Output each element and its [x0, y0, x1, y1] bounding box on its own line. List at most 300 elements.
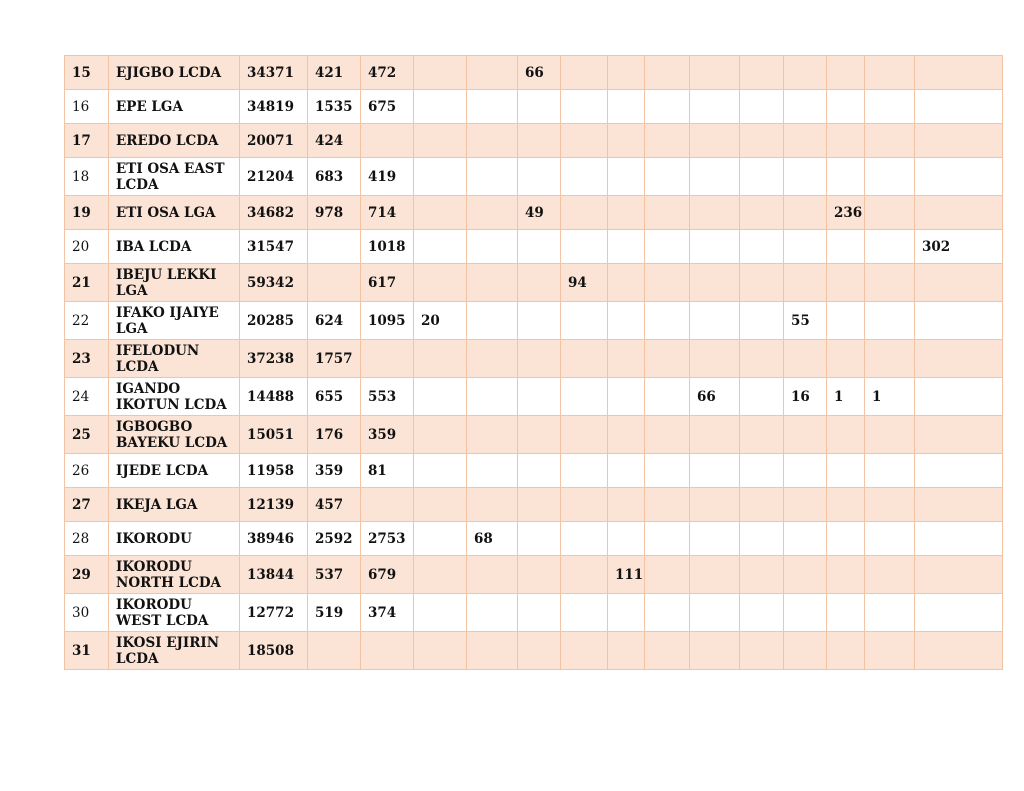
value-cell	[467, 302, 518, 340]
value-cell	[784, 90, 827, 124]
value-cell	[865, 264, 915, 302]
value-cell	[645, 522, 690, 556]
lga-data-table	[64, 55, 1003, 670]
value-cell	[645, 56, 690, 90]
value-cell: 49	[518, 196, 561, 230]
value-cell	[740, 124, 784, 158]
value-cell	[915, 56, 1003, 90]
row-number-cell: 27	[65, 488, 109, 522]
value-cell	[414, 56, 467, 90]
value-cell	[690, 556, 740, 594]
value-cell	[827, 302, 865, 340]
value-cell	[865, 416, 915, 454]
value-cell	[865, 124, 915, 158]
value-cell: 537	[308, 556, 361, 594]
row-number-cell: 18	[65, 158, 109, 196]
value-cell: 624	[308, 302, 361, 340]
value-cell	[784, 340, 827, 378]
value-cell: 38946	[240, 522, 308, 556]
value-cell: 359	[308, 454, 361, 488]
value-cell: 14488	[240, 378, 308, 416]
value-cell	[518, 230, 561, 264]
value-cell	[414, 90, 467, 124]
value-cell	[690, 56, 740, 90]
value-cell	[784, 158, 827, 196]
value-cell: 1	[865, 378, 915, 416]
value-cell	[645, 632, 690, 670]
value-cell	[827, 158, 865, 196]
table-row	[65, 90, 1003, 124]
value-cell	[467, 56, 518, 90]
lga-name-cell: IGBOGBO BAYEKU LCDA	[109, 416, 240, 454]
value-cell	[414, 594, 467, 632]
value-cell	[414, 158, 467, 196]
value-cell	[608, 90, 645, 124]
value-cell	[608, 196, 645, 230]
value-cell	[608, 124, 645, 158]
value-cell	[740, 158, 784, 196]
value-cell	[518, 264, 561, 302]
value-cell	[827, 632, 865, 670]
value-cell	[467, 632, 518, 670]
row-number-cell: 23	[65, 340, 109, 378]
value-cell	[865, 594, 915, 632]
value-cell: 302	[915, 230, 1003, 264]
value-cell: 34371	[240, 56, 308, 90]
value-cell	[690, 340, 740, 378]
value-cell	[467, 124, 518, 158]
table-row	[65, 378, 1003, 416]
value-cell	[467, 264, 518, 302]
value-cell	[467, 196, 518, 230]
value-cell	[784, 56, 827, 90]
value-cell	[740, 454, 784, 488]
value-cell	[645, 454, 690, 488]
table-row	[65, 340, 1003, 378]
value-cell: 31547	[240, 230, 308, 264]
value-cell	[561, 416, 608, 454]
row-number-cell: 22	[65, 302, 109, 340]
value-cell	[865, 488, 915, 522]
value-cell	[865, 230, 915, 264]
value-cell	[827, 340, 865, 378]
lga-name-cell: IFAKO IJAIYE LGA	[109, 302, 240, 340]
value-cell	[690, 488, 740, 522]
value-cell	[467, 594, 518, 632]
value-cell: 359	[361, 416, 414, 454]
value-cell: 55	[784, 302, 827, 340]
value-cell	[361, 340, 414, 378]
value-cell	[467, 556, 518, 594]
value-cell	[784, 454, 827, 488]
value-cell	[827, 90, 865, 124]
value-cell: 617	[361, 264, 414, 302]
value-cell: 11958	[240, 454, 308, 488]
value-cell	[784, 488, 827, 522]
value-cell	[608, 302, 645, 340]
value-cell	[561, 522, 608, 556]
table-row	[65, 124, 1003, 158]
value-cell	[690, 522, 740, 556]
value-cell	[518, 378, 561, 416]
value-cell: 111	[608, 556, 645, 594]
value-cell	[467, 416, 518, 454]
value-cell	[361, 124, 414, 158]
lga-name-cell: IKOSI EJIRIN LCDA	[109, 632, 240, 670]
value-cell	[561, 158, 608, 196]
value-cell	[645, 230, 690, 264]
value-cell: 374	[361, 594, 414, 632]
value-cell	[645, 124, 690, 158]
value-cell	[740, 302, 784, 340]
lga-name-cell: IKEJA LGA	[109, 488, 240, 522]
value-cell	[608, 488, 645, 522]
value-cell	[827, 594, 865, 632]
value-cell: 714	[361, 196, 414, 230]
lga-name-cell: EPE LGA	[109, 90, 240, 124]
value-cell: 236	[827, 196, 865, 230]
value-cell: 1535	[308, 90, 361, 124]
value-cell	[645, 594, 690, 632]
value-cell	[518, 454, 561, 488]
value-cell	[915, 454, 1003, 488]
value-cell	[645, 264, 690, 302]
value-cell	[645, 158, 690, 196]
value-cell	[414, 416, 467, 454]
table-row	[65, 488, 1003, 522]
value-cell: 66	[690, 378, 740, 416]
value-cell: 68	[467, 522, 518, 556]
row-number-cell: 16	[65, 90, 109, 124]
value-cell	[740, 416, 784, 454]
lga-name-cell: ETI OSA EAST LCDA	[109, 158, 240, 196]
value-cell	[865, 302, 915, 340]
value-cell: 679	[361, 556, 414, 594]
lga-name-cell: IGANDO IKOTUN LCDA	[109, 378, 240, 416]
value-cell	[561, 378, 608, 416]
value-cell: 1095	[361, 302, 414, 340]
lga-name-cell: IBA LCDA	[109, 230, 240, 264]
value-cell	[308, 632, 361, 670]
value-cell	[740, 264, 784, 302]
value-cell	[915, 264, 1003, 302]
value-cell	[915, 488, 1003, 522]
value-cell: 20071	[240, 124, 308, 158]
value-cell	[561, 340, 608, 378]
value-cell	[414, 264, 467, 302]
value-cell: 34819	[240, 90, 308, 124]
row-number-cell: 17	[65, 124, 109, 158]
value-cell	[645, 556, 690, 594]
value-cell: 176	[308, 416, 361, 454]
value-cell	[414, 340, 467, 378]
value-cell	[518, 632, 561, 670]
value-cell	[518, 302, 561, 340]
row-number-cell: 25	[65, 416, 109, 454]
lga-name-cell: IKORODU	[109, 522, 240, 556]
value-cell	[608, 632, 645, 670]
value-cell: 34682	[240, 196, 308, 230]
value-cell: 2592	[308, 522, 361, 556]
value-cell	[865, 56, 915, 90]
value-cell	[827, 454, 865, 488]
value-cell: 21204	[240, 158, 308, 196]
table-row	[65, 230, 1003, 264]
value-cell	[645, 416, 690, 454]
value-cell: 472	[361, 56, 414, 90]
value-cell	[784, 264, 827, 302]
value-cell	[740, 196, 784, 230]
value-cell	[608, 454, 645, 488]
value-cell	[690, 264, 740, 302]
lga-name-cell: EJIGBO LCDA	[109, 56, 240, 90]
value-cell	[308, 230, 361, 264]
value-cell	[608, 56, 645, 90]
value-cell: 1018	[361, 230, 414, 264]
value-cell	[690, 416, 740, 454]
value-cell	[865, 158, 915, 196]
lga-name-cell: IKORODU NORTH LCDA	[109, 556, 240, 594]
row-number-cell: 29	[65, 556, 109, 594]
row-number-cell: 26	[65, 454, 109, 488]
value-cell	[561, 556, 608, 594]
value-cell	[467, 378, 518, 416]
value-cell	[518, 522, 561, 556]
value-cell	[690, 632, 740, 670]
value-cell	[608, 264, 645, 302]
value-cell: 1	[827, 378, 865, 416]
value-cell	[361, 488, 414, 522]
value-cell	[518, 488, 561, 522]
value-cell: 421	[308, 56, 361, 90]
row-number-cell: 28	[65, 522, 109, 556]
table-row	[65, 302, 1003, 340]
value-cell: 12772	[240, 594, 308, 632]
lga-name-cell: IJEDE LCDA	[109, 454, 240, 488]
value-cell	[740, 56, 784, 90]
lga-name-cell: IFELODUN LCDA	[109, 340, 240, 378]
value-cell	[561, 488, 608, 522]
value-cell	[645, 196, 690, 230]
lga-name-cell: IKORODU WEST LCDA	[109, 594, 240, 632]
value-cell	[518, 556, 561, 594]
table-body	[65, 56, 1003, 670]
value-cell	[865, 196, 915, 230]
value-cell	[645, 90, 690, 124]
value-cell	[865, 632, 915, 670]
row-number-cell: 19	[65, 196, 109, 230]
lga-name-cell: ETI OSA LGA	[109, 196, 240, 230]
value-cell	[784, 632, 827, 670]
value-cell	[865, 454, 915, 488]
value-cell	[740, 378, 784, 416]
value-cell	[518, 416, 561, 454]
value-cell	[308, 264, 361, 302]
value-cell	[561, 302, 608, 340]
value-cell: 59342	[240, 264, 308, 302]
value-cell: 1757	[308, 340, 361, 378]
value-cell	[518, 594, 561, 632]
table-row	[65, 158, 1003, 196]
value-cell	[467, 230, 518, 264]
value-cell: 2753	[361, 522, 414, 556]
value-cell	[827, 264, 865, 302]
value-cell: 20285	[240, 302, 308, 340]
value-cell	[865, 556, 915, 594]
value-cell: 655	[308, 378, 361, 416]
value-cell	[865, 522, 915, 556]
value-cell	[690, 594, 740, 632]
value-cell	[645, 378, 690, 416]
lga-name-cell: IBEJU LEKKI LGA	[109, 264, 240, 302]
table-row	[65, 454, 1003, 488]
value-cell	[645, 488, 690, 522]
table-row	[65, 632, 1003, 670]
value-cell: 13844	[240, 556, 308, 594]
table-row	[65, 522, 1003, 556]
value-cell	[518, 124, 561, 158]
value-cell: 81	[361, 454, 414, 488]
value-cell	[467, 90, 518, 124]
value-cell	[784, 196, 827, 230]
table-row	[65, 556, 1003, 594]
lga-name-cell: EREDO LCDA	[109, 124, 240, 158]
value-cell	[561, 90, 608, 124]
value-cell	[414, 196, 467, 230]
row-number-cell: 24	[65, 378, 109, 416]
value-cell	[827, 124, 865, 158]
value-cell	[561, 454, 608, 488]
row-number-cell: 20	[65, 230, 109, 264]
value-cell	[467, 340, 518, 378]
value-cell	[784, 124, 827, 158]
value-cell	[414, 230, 467, 264]
value-cell	[608, 230, 645, 264]
value-cell	[608, 416, 645, 454]
value-cell	[414, 378, 467, 416]
value-cell	[865, 340, 915, 378]
value-cell	[915, 340, 1003, 378]
value-cell	[608, 594, 645, 632]
table-row	[65, 594, 1003, 632]
table-row	[65, 416, 1003, 454]
value-cell	[915, 378, 1003, 416]
value-cell	[915, 158, 1003, 196]
row-number-cell: 31	[65, 632, 109, 670]
value-cell	[561, 230, 608, 264]
value-cell	[915, 90, 1003, 124]
value-cell	[414, 454, 467, 488]
value-cell	[784, 594, 827, 632]
value-cell: 457	[308, 488, 361, 522]
value-cell	[784, 556, 827, 594]
value-cell	[690, 158, 740, 196]
value-cell: 12139	[240, 488, 308, 522]
value-cell	[740, 230, 784, 264]
value-cell	[915, 416, 1003, 454]
value-cell	[645, 302, 690, 340]
value-cell	[645, 340, 690, 378]
value-cell	[467, 488, 518, 522]
value-cell	[740, 556, 784, 594]
value-cell	[915, 302, 1003, 340]
value-cell	[827, 556, 865, 594]
value-cell: 675	[361, 90, 414, 124]
value-cell	[740, 594, 784, 632]
value-cell	[915, 522, 1003, 556]
value-cell	[827, 56, 865, 90]
value-cell: 419	[361, 158, 414, 196]
value-cell	[414, 522, 467, 556]
value-cell: 66	[518, 56, 561, 90]
value-cell	[915, 594, 1003, 632]
value-cell	[915, 556, 1003, 594]
row-number-cell: 15	[65, 56, 109, 90]
value-cell	[784, 522, 827, 556]
value-cell	[784, 416, 827, 454]
value-cell	[740, 488, 784, 522]
value-cell	[740, 632, 784, 670]
value-cell	[915, 124, 1003, 158]
value-cell: 519	[308, 594, 361, 632]
row-number-cell: 21	[65, 264, 109, 302]
value-cell	[690, 124, 740, 158]
value-cell	[561, 594, 608, 632]
value-cell	[865, 90, 915, 124]
value-cell	[561, 196, 608, 230]
value-cell	[561, 632, 608, 670]
value-cell	[414, 556, 467, 594]
value-cell	[608, 158, 645, 196]
value-cell	[827, 230, 865, 264]
table-row	[65, 264, 1003, 302]
value-cell	[915, 196, 1003, 230]
value-cell	[740, 522, 784, 556]
value-cell	[561, 124, 608, 158]
value-cell	[561, 56, 608, 90]
value-cell	[915, 632, 1003, 670]
value-cell	[690, 90, 740, 124]
value-cell	[467, 158, 518, 196]
value-cell: 94	[561, 264, 608, 302]
value-cell	[467, 454, 518, 488]
value-cell	[690, 196, 740, 230]
value-cell: 424	[308, 124, 361, 158]
value-cell	[414, 124, 467, 158]
value-cell: 16	[784, 378, 827, 416]
value-cell: 18508	[240, 632, 308, 670]
value-cell	[827, 488, 865, 522]
value-cell	[608, 378, 645, 416]
value-cell: 20	[414, 302, 467, 340]
value-cell: 978	[308, 196, 361, 230]
value-cell	[608, 340, 645, 378]
value-cell: 553	[361, 378, 414, 416]
table-row	[65, 56, 1003, 90]
value-cell	[827, 522, 865, 556]
value-cell	[827, 416, 865, 454]
value-cell	[361, 632, 414, 670]
row-number-cell: 30	[65, 594, 109, 632]
value-cell: 15051	[240, 416, 308, 454]
value-cell	[414, 488, 467, 522]
value-cell	[740, 340, 784, 378]
value-cell	[740, 90, 784, 124]
value-cell	[690, 302, 740, 340]
value-cell	[608, 522, 645, 556]
value-cell	[518, 340, 561, 378]
value-cell: 683	[308, 158, 361, 196]
